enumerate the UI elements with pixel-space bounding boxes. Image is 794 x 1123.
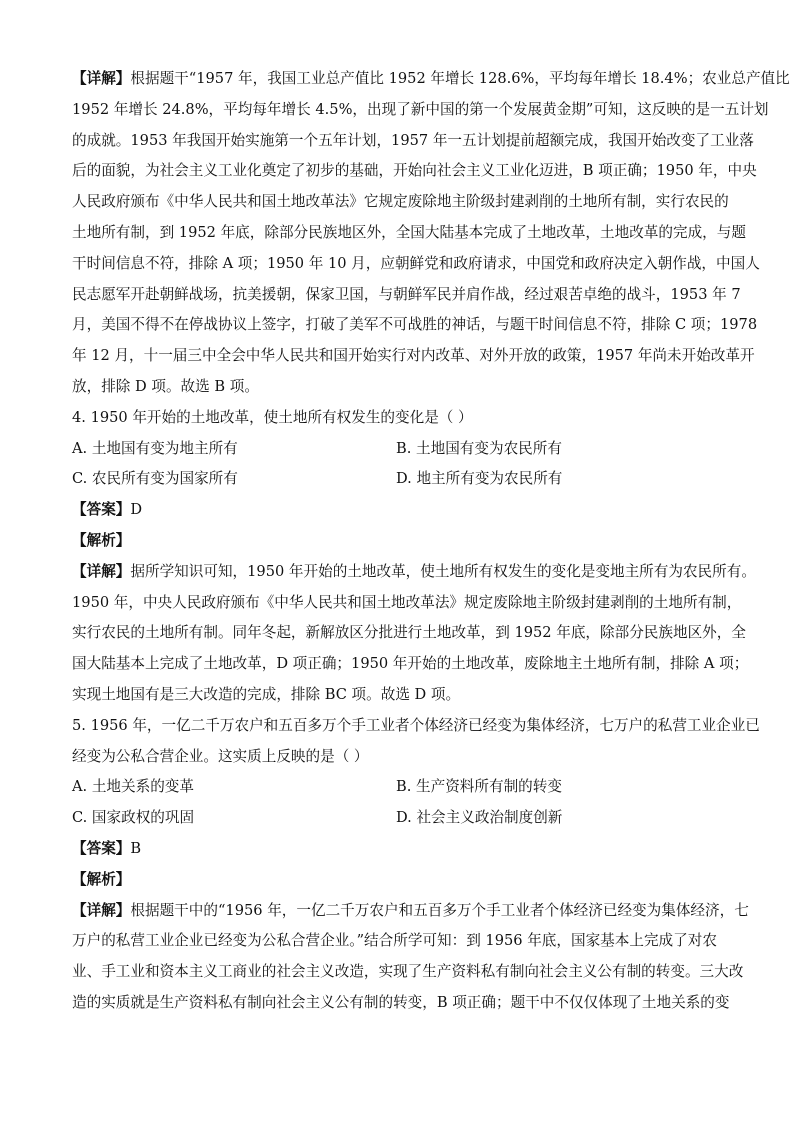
q3-detail-text: 根据题干“1957 年，我国工业总产值比 1952 年增长 128.6%，平均每年增长 18.4%；农业总产值比 [130,70,790,87]
q3-detail-line-6: 土地所有制，到 1952 年底，除部分民族地区外，全国大陆基本完成了土地改革，土地改革的完成，与题 [72,223,746,241]
q5-answer-value: B [130,839,142,857]
q4-answer [72,495,726,526]
q4-detail-line-1 [72,557,756,588]
q5-option-c: C. 国家政权的巩固 [72,809,195,827]
q4-detail-line-2: 1950 年，中央人民政府颁布《中华人民共和国土地改革法》规定废除地主阶级封建剥削的土地所有制， [72,593,742,611]
q3-detail-line-4: 后的面貌，为社会主义工业化奠定了初步的基础，开始向社会主义工业化迈进，B 项正确；1950 年，中央 [72,162,757,180]
q3-detail-line-5: 人民政府颁布《中华人民共和国土地改革法》它规定废除地主阶级封建剥削的土地所有制，实行农民的 [72,193,729,211]
q4-detail-line-5: 实现土地国有是三大改造的完成，排除 BC 项。故选 D 项。 [72,685,461,703]
q3-detail-line-1 [72,64,790,95]
q4-option-a: A. 土地国有变为地主所有 [72,439,238,457]
q4-answer-value: D [130,501,143,519]
q4-detail-line-4: 国大陆基本上完成了土地改革，D 项正确；1950 年开始的土地改革，废除地主土地所有制，排除 A 项； [72,655,749,673]
q3-detail-line-7: 干时间信息不符，排除 A 项；1950 年 10 月，应朝鲜党和政府请求，中国党和政府决定入朝作战，中国人 [72,254,760,272]
q3-detail-line-8: 民志愿军开赴朝鲜战场，抗美援朝，保家卫国，与朝鲜军民并肩作战，经过艰苦卓绝的战斗，1953 年 7 [72,285,741,303]
q5-option-d: D. 社会主义政治制度创新 [396,809,563,827]
q4-detail-text: 据所学知识可知，1950 年开始的土地改革，使土地所有权发生的变化是变地主所有为农民所有。 [130,562,756,580]
q4-stem: 4. 1950 年开始的土地改革，使土地所有权发生的变化是（ ） [72,408,473,426]
q4-options-row-1 [72,434,726,465]
q5-analysis [72,865,726,896]
q4-option-b: B. 土地国有变为农民所有 [396,439,562,457]
answer-tag: 【答案】 [72,501,131,519]
q3-detail-line-2: 1952 年增长 24.8%，平均每年增长 4.5%，出现了新中国的第一个发展黄金期”可知，这反映的是一五计划 [72,100,769,118]
q5-stem-line-2: 经变为公私合营企业。这实质上反映的是（ ） [72,747,369,765]
q5-detail-line-4: 造的实质就是生产资料私有制向社会主义公有制的转变，B 项正确；题干中不仅仅体现了土地关系的变 [72,993,730,1011]
q5-option-a: A. 土地关系的变革 [72,778,194,796]
q4-option-c: C. 农民所有变为国家所有 [72,470,238,488]
q5-answer [72,834,726,865]
q3-detail-line-3: 的成就。1953 年我国开始实施第一个五年计划，1957 年一五计划提前超额完成，我国开始改变了工业落 [72,131,754,149]
q5-detail-line-1 [72,896,749,927]
q5-detail-text: 根据题干中的“1956 年，一亿二千万农户和五百多万个手工业者个体经济已经变为集体经济，七 [130,901,749,919]
q5-option-b: B. 生产资料所有制的转变 [396,778,562,796]
detail-tag: 【详解】 [72,901,131,919]
analysis-tag: 【解析】 [72,870,131,888]
q5-detail-line-3: 业、手工业和资本主义工商业的社会主义改造，实现了生产资料私有制向社会主义公有制的转变。三大改 [72,963,744,981]
answer-tag: 【答案】 [72,839,131,857]
q4-analysis [72,526,726,557]
detail-tag: 【详解】 [72,562,131,580]
analysis-tag: 【解析】 [72,531,131,549]
q5-options-row-1 [72,772,726,803]
q4-detail-line-3: 实行农民的土地所有制。同年冬起，新解放区分批进行土地改革，到 1952 年底，除部分民族地区外，全 [72,624,746,642]
q4-option-d: D. 地主所有变为农民所有 [396,470,563,488]
document-body [72,64,790,1019]
q3-detail-line-11: 放，排除 D 项。故选 B 项。 [72,377,259,395]
q3-detail-line-9: 月，美国不得不在停战协议上签字，打破了美军不可战胜的神话，与题干时间信息不符，排除 C 项；1978 [72,316,758,334]
q5-options-row-2 [72,803,726,834]
detail-tag: 【详解】 [72,70,131,87]
q4-options-row-2 [72,464,726,495]
q3-detail-line-10: 年 12 月，十一届三中全会中华人民共和国开始实行对内改革、对外开放的政策，1957 年尚未开始改革开 [72,347,755,365]
q5-stem-line-1: 5. 1956 年，一亿二千万农户和五百多万个手工业者个体经济已经变为集体经济，七万户的私营工业企业已 [72,716,760,734]
q5-detail-line-2: 万户的私营工业企业已经变为公私合营企业。”结合所学可知：到 1956 年底，国家基本上完成了对农 [72,932,717,950]
